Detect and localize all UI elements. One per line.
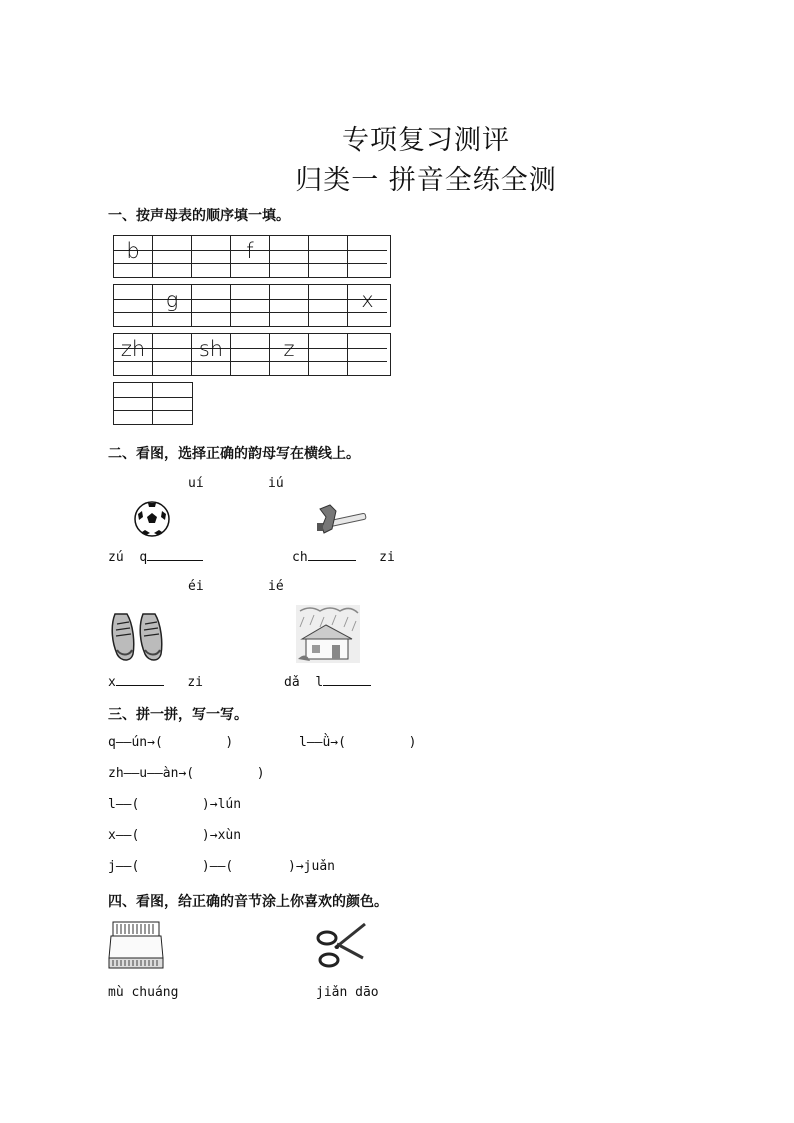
section-2-heading: 二、看图，选择正确的韵母写在横线上。 xyxy=(108,446,360,462)
grid-cell[interactable]: z xyxy=(270,334,309,375)
soccer-ball-icon xyxy=(133,500,171,538)
grid-cell[interactable] xyxy=(153,236,192,277)
section-3-heading: 三、拼一拼，写一写。 xyxy=(108,707,248,723)
answer-blank[interactable] xyxy=(323,673,371,686)
spell-line-3[interactable]: l——( )→lún xyxy=(108,797,242,812)
rain-word: dǎ l xyxy=(284,673,371,690)
option-iu: iú xyxy=(268,476,284,491)
spell-line-1a[interactable]: q——ún→( ) xyxy=(108,735,234,750)
grid-cell[interactable] xyxy=(231,285,270,326)
grid-cell[interactable] xyxy=(309,236,348,277)
ball-word: zú q xyxy=(108,548,203,565)
sneakers-icon xyxy=(109,610,169,664)
spell-line-2[interactable]: zh——u——àn→( ) xyxy=(108,766,265,781)
spell-line-4[interactable]: x——( )→xùn xyxy=(108,828,242,843)
grid-cell[interactable] xyxy=(153,383,192,424)
hammer-icon xyxy=(314,503,368,537)
scissors-syllables[interactable]: jiǎn dāo xyxy=(316,985,379,1000)
grid-cell[interactable] xyxy=(270,285,309,326)
grid-cell[interactable] xyxy=(114,383,153,424)
grid-cell[interactable]: x xyxy=(348,285,387,326)
grid-cell[interactable]: sh xyxy=(192,334,231,375)
pinyin-grid-row-2 xyxy=(113,284,391,327)
grid-cell[interactable] xyxy=(153,334,192,375)
answer-blank[interactable] xyxy=(308,548,356,561)
answer-blank[interactable] xyxy=(116,673,164,686)
grid-cell[interactable]: f xyxy=(231,236,270,277)
grid-cell[interactable]: zh xyxy=(114,334,153,375)
spell-line-5[interactable]: j——( )——( )→juǎn xyxy=(108,859,335,874)
scissors-icon xyxy=(315,922,367,970)
page-title: 专项复习测评 xyxy=(342,125,510,156)
section-4-heading: 四、看图，给正确的音节涂上你喜欢的颜色。 xyxy=(108,894,388,910)
spell-line-1b[interactable]: l——ǜ→( ) xyxy=(299,735,417,750)
option-ie: ié xyxy=(268,579,284,594)
page-subtitle: 归类一 拼音全练全测 xyxy=(295,165,557,196)
option-ui: uí xyxy=(188,476,204,491)
pinyin-grid-row-3 xyxy=(113,333,391,376)
grid-cell[interactable] xyxy=(348,236,387,277)
pinyin-grid-row-1 xyxy=(113,235,391,278)
hammer-word: ch zi xyxy=(292,550,395,565)
bed-syllables[interactable]: mù chuáng xyxy=(108,985,179,1000)
wooden-bed-icon xyxy=(107,920,165,972)
grid-cell[interactable]: g xyxy=(153,285,192,326)
grid-cell[interactable]: b xyxy=(114,236,153,277)
option-ei: éi xyxy=(188,579,204,594)
grid-cell[interactable] xyxy=(309,334,348,375)
grid-cell[interactable] xyxy=(192,285,231,326)
grid-cell[interactable] xyxy=(270,236,309,277)
grid-cell[interactable] xyxy=(348,334,387,375)
grid-cell[interactable] xyxy=(192,236,231,277)
section-1-heading: 一、按声母表的顺序填一填。 xyxy=(108,208,290,224)
grid-cell[interactable] xyxy=(114,285,153,326)
grid-cell[interactable] xyxy=(231,334,270,375)
rainy-house-icon xyxy=(296,605,360,663)
shoes-word: x zi xyxy=(108,675,203,690)
answer-blank[interactable] xyxy=(147,548,203,561)
grid-cell[interactable] xyxy=(309,285,348,326)
pinyin-grid-row-4 xyxy=(113,382,193,425)
